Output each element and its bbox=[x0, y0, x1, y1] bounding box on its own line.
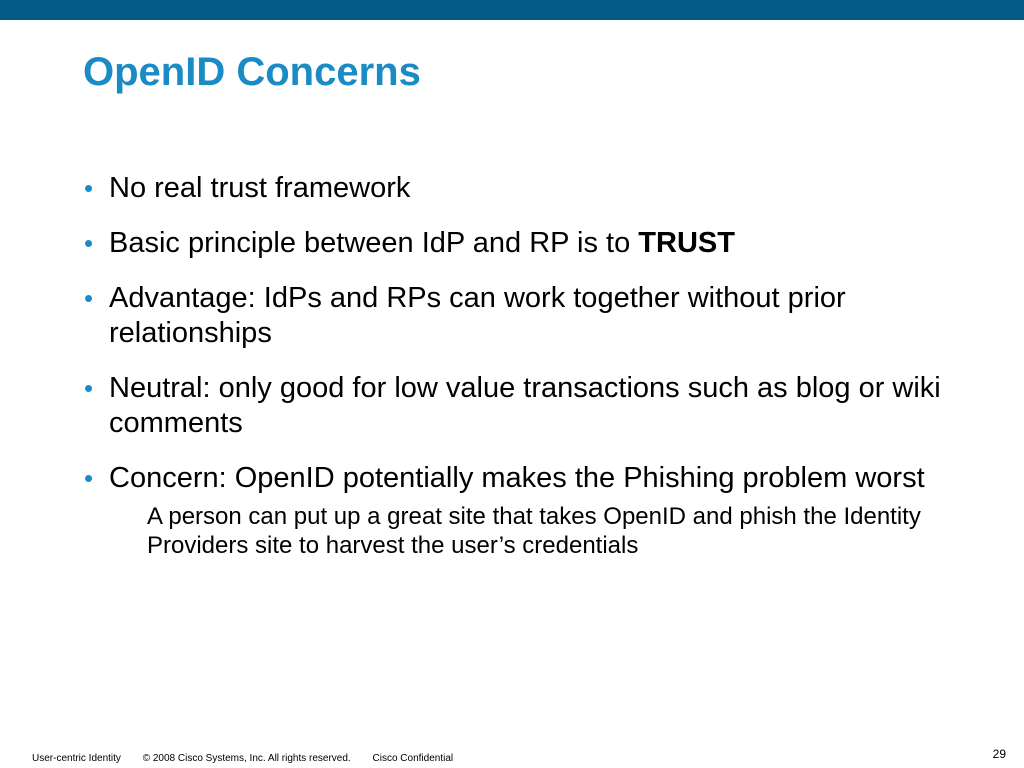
bullet-item-neutral bbox=[84, 371, 944, 441]
bullet-dot-icon: • bbox=[84, 173, 94, 203]
bullet-item-basic-principle bbox=[84, 226, 944, 261]
bullet-text: No real trust framework bbox=[109, 172, 411, 204]
bullet-item-trust-framework bbox=[84, 171, 944, 206]
footer bbox=[32, 752, 472, 766]
bullet-dot-icon: • bbox=[84, 373, 94, 403]
bullet-text-emphasis: TRUST bbox=[638, 227, 735, 259]
bullet-item-advantage bbox=[84, 281, 944, 351]
bullet-list bbox=[84, 171, 944, 580]
footer-copyright: © 2008 Cisco Systems, Inc. All rights reserved. bbox=[142, 753, 351, 764]
bullet-dot-icon: • bbox=[84, 228, 94, 258]
bullet-text: Basic principle between IdP and RP is to bbox=[109, 227, 639, 259]
bullet-text: Concern: OpenID potentially makes the Phishing problem worst bbox=[109, 462, 925, 494]
top-bar bbox=[0, 0, 1024, 20]
slide-title: OpenID Concerns bbox=[83, 50, 421, 94]
bullet-text: Advantage: IdPs and RPs can work together without prior relationships bbox=[109, 282, 846, 349]
footer-classification: Cisco Confidential bbox=[372, 753, 454, 764]
bullet-dot-icon: • bbox=[84, 463, 94, 493]
bullet-dot-icon: • bbox=[84, 283, 94, 313]
footer-topic: User-centric Identity bbox=[32, 753, 121, 764]
bullet-text: Neutral: only good for low value transactions such as blog or wiki comments bbox=[109, 372, 941, 439]
page-number: 29 bbox=[992, 747, 1006, 761]
bullet-item-concern bbox=[84, 461, 944, 560]
sub-bullet-text: A person can put up a great site that takes OpenID and phish the Identity Providers site to harvest the user’s credentials bbox=[147, 503, 921, 559]
